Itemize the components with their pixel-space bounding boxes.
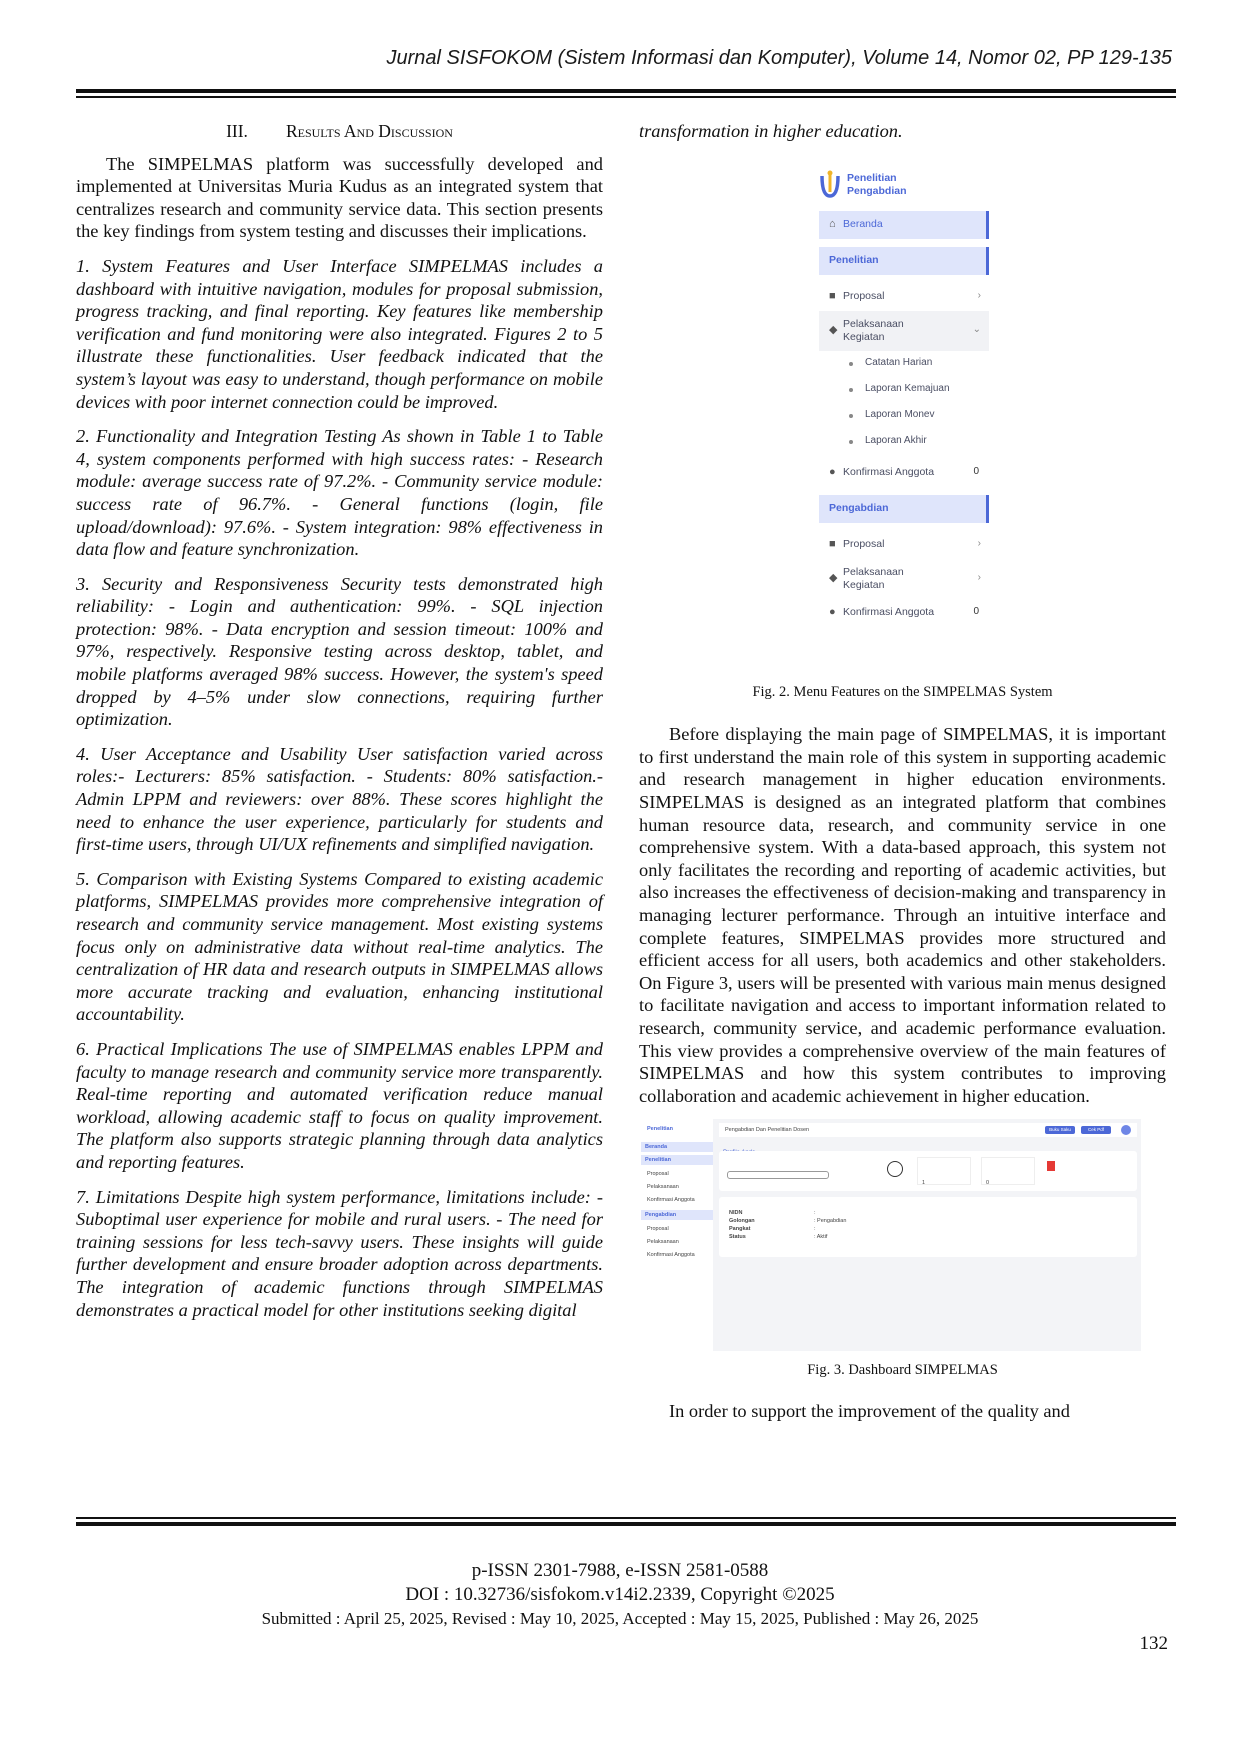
menu-item-label: Pelaksanaan [843, 317, 904, 330]
submenu-label: Laporan Monev [865, 409, 935, 421]
book-icon: ■ [829, 290, 836, 303]
chevron-right-icon: › [977, 538, 981, 550]
menu-item-konfirmasi-anggota[interactable] [819, 459, 989, 487]
finding-item-4: 4. User Acceptance and Usability User satisfaction varied across roles:- Lecturers: 85% satisfaction. - Students: 80% satisfaction.- Admin LPPM and reviewers: over 88%. These scores highlight the need to enhance the user experience, particularly for students and first-time users, through UI/UX refinements and simplified navigation. [76, 743, 603, 855]
continuation-text: transformation in higher education. [639, 121, 903, 141]
label-golongan: Golongan [729, 1218, 755, 1225]
book-icon: ■ [829, 538, 836, 551]
menu-logo [819, 163, 989, 207]
menu-item-label: Proposal [843, 538, 885, 551]
logo-line-1: Penelitian [647, 1125, 673, 1132]
header-rule-thin [76, 96, 1176, 98]
menu-figure [819, 163, 989, 673]
menu-section-pengabdian[interactable]: Pengabdian [819, 495, 989, 523]
menu-item-label-2: Kegiatan [843, 330, 885, 343]
intro-paragraph: The SIMPELMAS platform was successfully developed and implemented at Universitas Muria Kudus as an integrated system that centralizes research and community service data. This section presents the key findings from system testing and discusses their implications. [76, 153, 603, 242]
submenu-catatan-harian[interactable] [819, 351, 989, 377]
detail-card [719, 1197, 1137, 1257]
right-column [639, 120, 1166, 1434]
logo-icon [819, 170, 841, 200]
value-golongan: : Pengabdian [814, 1218, 847, 1225]
value-status: : Aktif [814, 1234, 828, 1241]
menu-item-label: Konfirmasi Anggota [843, 606, 935, 619]
dash-item-pelaksanaan-2[interactable]: Pelaksanaan [647, 1239, 679, 1246]
figure-3-caption: Fig. 3. Dashboard SIMPELMAS [807, 1362, 998, 1379]
bullet-icon [849, 440, 853, 444]
dash-item-pelaksanaan[interactable]: Pelaksanaan [647, 1184, 679, 1191]
bullet-icon [849, 362, 853, 366]
figure-2-caption: Fig. 2. Menu Features on the SIMPELMAS System [752, 683, 1053, 700]
dashboard-sidebar [641, 1119, 713, 1351]
dash-item-konfirmasi[interactable]: Konfirmasi Anggota [647, 1197, 695, 1204]
bullet-icon [849, 414, 853, 418]
finding-item-1: 1. System Features and User Interface SIMPELMAS includes a dashboard with intuitive navigation, modules for proposal submission, progress tracking, and final reporting. Key features like membership verification and fund monitoring were also integrated. Figures 2 to 5 illustrate these functionalities. User feedback indicated that the system’s layout was easy to understand, though performance on mobile devices with poor internet connection could be improved. [76, 255, 603, 412]
running-head: Jurnal SISFOKOM (Sistem Informasi dan Komputer), Volume 14, Nomor 02, PP 129-135 [386, 47, 1172, 69]
stat-value-2: 0 [986, 1180, 990, 1187]
dash-section-pengabdian[interactable]: Pengabdian [641, 1210, 713, 1220]
detail-labels [729, 1209, 755, 1241]
last-line: In order to support the improvement of the quality and [669, 1400, 1070, 1421]
section-number: III. [226, 121, 248, 141]
dashboard-figure [641, 1119, 1141, 1351]
submenu-laporan-monev[interactable] [819, 403, 989, 429]
footer-rule-thin [76, 1517, 1176, 1519]
footer-issn: p-ISSN 2301-7988, e-ISSN 2581-0588 [471, 1560, 769, 1581]
finding-item-5: 5. Comparison with Existing Systems Compared to existing academic platforms, SIMPELMAS provides more comprehensive integration of research and community service management. Most existing systems focus only on administrative data without real-time analytics. The centralization of HR data and research outputs in SIMPELMAS allows more accurate tracking and evaluation, enhancing institutional accountability. [76, 868, 603, 1025]
body-paragraph: Before displaying the main page of SIMPELMAS, it is important to first understand the main role of this system in supporting academic and research management in higher education environments. SIMPELMAS is designed as an integrated platform that combines human resource data, research, and community service in one comprehensive system. With a data-based approach, this system not only facilitates the recording and reporting of academic activities, but also increases the effectiveness of decision-making and transparency in managing lecturer performance. Through an intuitive interface and complete features, SIMPELMAS provides more structured and efficient access for all users, both academics and other stakeholders. On Figure 3, users will be presented with various main menus designed to facilitate navigation and access to important information related to research, community service, and academic performance evaluation. This view provides a comprehensive overview of the main features of SIMPELMAS and how this system contributes to improving collaboration and academic achievement in higher education. [639, 724, 1166, 1106]
dash-section-penelitian[interactable]: Penelitian [641, 1155, 713, 1165]
chevron-right-icon: › [977, 572, 981, 584]
user-icon: ● [829, 466, 836, 479]
dash-item-beranda[interactable]: Beranda [641, 1142, 713, 1152]
menu-item-label: Pelaksanaan [843, 565, 904, 578]
submenu-laporan-akhir[interactable] [819, 429, 989, 455]
value-nidn: : [814, 1210, 816, 1217]
pdf-icon[interactable] [1047, 1161, 1055, 1171]
menu-item-konfirmasi-anggota-2[interactable] [819, 599, 989, 627]
menu-item-proposal-2[interactable] [819, 531, 989, 559]
user-icon: ● [829, 606, 836, 619]
logo-line-1: Penelitian [847, 171, 897, 184]
count-badge: 0 [973, 606, 979, 618]
graduation-cap-icon: ◆ [829, 324, 838, 337]
menu-item-label-2: Kegiatan [843, 578, 885, 591]
label-nidn: NIDN [729, 1210, 743, 1217]
menu-item-beranda[interactable] [819, 211, 989, 239]
label-pangkat: Pangkat [729, 1226, 751, 1233]
bullet-icon [849, 388, 853, 392]
submenu-laporan-kemajuan[interactable] [819, 377, 989, 403]
menu-item-pelaksanaan[interactable] [819, 311, 989, 351]
menu-item-label: Beranda [843, 218, 883, 231]
user-circle-icon [887, 1161, 903, 1177]
finding-item-7: 7. Limitations Despite high system performance, limitations include: - Suboptimal user experience for mobile and rural users. - The need for training sessions for less tech-savvy users. These insights will guide further development and ensure broader adoption across departments. The integration of academic functions through SIMPELMAS demonstrates a practical model for other institutions seeking digital [76, 1186, 603, 1320]
stat-value-1: 1 [922, 1180, 926, 1187]
menu-item-label: Proposal [843, 290, 885, 303]
home-icon: ⌂ [829, 218, 836, 231]
logo-line-2: Pengabdian [847, 184, 907, 197]
dash-item-proposal[interactable]: Proposal [647, 1171, 669, 1178]
submenu-label: Laporan Kemajuan [865, 383, 950, 395]
cek-pdf-button[interactable]: Cek Pdf [1081, 1126, 1111, 1134]
finding-item-3: 3. Security and Responsiveness Security tests demonstrated high reliability: - Login and authentication: 99%. - SQL injection protection: 98%. - Data encryption and session timeout: 100% and 97%, respectively. Responsive testing across desktop, tablet, and mobile platforms averaged 98% success. However, the system's speed dropped by 4–5% under slow connections, requiring further optimization. [76, 573, 603, 730]
dash-item-proposal-2[interactable]: Proposal [647, 1226, 669, 1233]
topbar-title: Pengabdian Dan Penelitian Dosen [725, 1126, 810, 1133]
count-badge: 0 [973, 466, 979, 478]
chevron-down-icon: ⌄ [972, 324, 981, 336]
menu-item-proposal[interactable] [819, 283, 989, 311]
header-rule-thick [76, 89, 1176, 93]
stat-card-1 [917, 1157, 971, 1185]
value-pangkat: : [814, 1226, 816, 1233]
section-heading [76, 120, 603, 143]
menu-section-penelitian[interactable]: Penelitian [819, 247, 989, 275]
submenu-label: Laporan Akhir [865, 435, 927, 447]
graduation-cap-icon: ◆ [829, 572, 838, 585]
dashboard-topbar [719, 1123, 1137, 1137]
profile-input[interactable] [727, 1171, 829, 1179]
footer-dates: Submitted : April 25, 2025, Revised : May 10, 2025, Accepted : May 15, 2025, Published : May 26, 2025 [261, 1609, 979, 1628]
footer-rule-thick [76, 1522, 1176, 1526]
menu-item-label: Konfirmasi Anggota [843, 466, 935, 479]
footer-doi: DOI : 10.32736/sisfokom.v14i2.2339, Copyright ©2025 [405, 1584, 835, 1605]
profile-card [719, 1151, 1137, 1191]
finding-item-2: 2. Functionality and Integration Testing As shown in Table 1 to Table 4, system components performed with high success rates: - Research module: average success rate of 97.2%. - Community service module: success rate of 96.7%. - General functions (login, file upload/download): 97.6%. - System integration: 98% effectiveness in data flow and feature synchronization. [76, 426, 603, 560]
left-column [76, 120, 603, 1333]
dash-item-konfirmasi-2[interactable]: Konfirmasi Anggota [647, 1252, 695, 1259]
menu-item-pelaksanaan-2[interactable] [819, 559, 989, 599]
stat-card-2 [981, 1157, 1035, 1185]
finding-item-6: 6. Practical Implications The use of SIMPELMAS enables LPPM and faculty to manage research and community service more transparently. Real-time reporting and automated verification reduce manual workload, allowing academic staff to focus on quality improvement. The platform also supports strategic planning through data analytics and reporting features. [76, 1038, 603, 1172]
submenu-label: Catatan Harian [865, 357, 933, 369]
section-title: Results And Discussion [285, 121, 453, 141]
chevron-right-icon: › [977, 290, 981, 302]
buku-saku-button[interactable]: Buku Saku [1045, 1126, 1075, 1134]
page-number: 132 [1139, 1633, 1168, 1654]
avatar-icon[interactable] [1121, 1125, 1131, 1135]
label-status: Status [729, 1234, 746, 1241]
detail-values [814, 1209, 846, 1241]
